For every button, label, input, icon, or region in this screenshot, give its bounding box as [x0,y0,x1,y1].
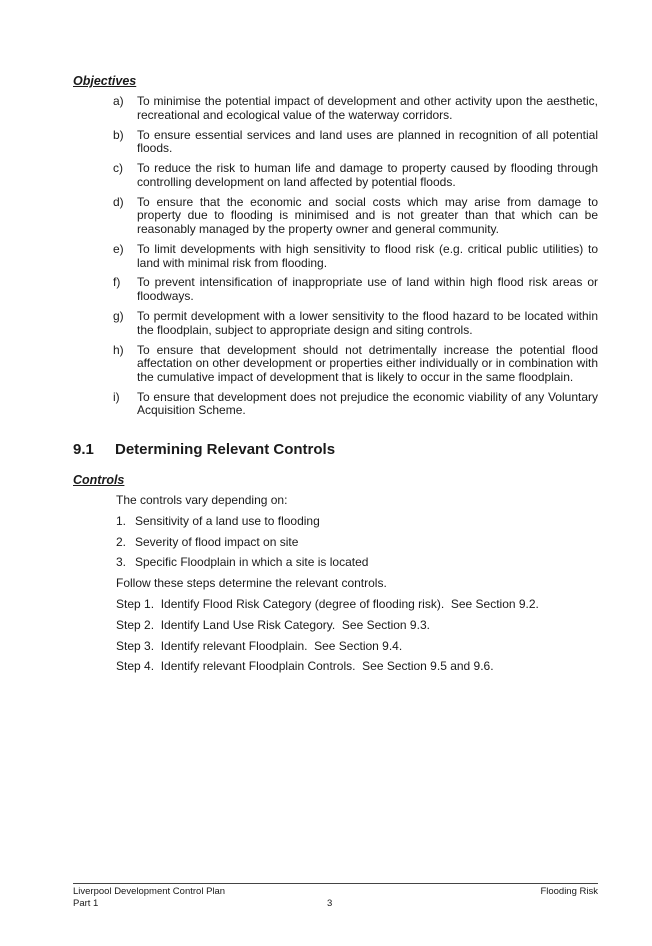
objective-text: To prevent intensification of inappropriate use of land within high flood risk areas or floodways. [137,275,598,304]
objective-text: To ensure essential services and land uses are planned in recognition of all potential floods. [137,127,598,156]
objective-text: To ensure that development should not detrimentally increase the potential flood affectation on other development or properties either individually or in combination with the cumulative impact of development that is likely to occur in the same floodplain. [137,342,598,384]
objective-text: To minimise the potential impact of development and other activity upon the aesthetic, recreational and ecological value of the waterway corridors. [137,94,598,122]
controls-body [116,493,596,680]
factor-text: Severity of flood impact on site [135,534,299,549]
objective-text: To permit development with a lower sensitivity to the flood hazard to be located within the floodplain, subject to appropriate design and siting controls. [137,309,598,337]
objective-item [113,310,598,337]
factor-number: 1. [116,513,127,528]
steps-intro: Follow these steps determine the relevant controls. [116,576,387,591]
controls-heading: Controls [73,473,125,487]
factor-item [116,555,596,576]
step-item: Step 1. Identify Flood Risk Category (degree of flooding risk). See Section 9.2. [116,596,539,611]
factor-number: 3. [116,555,127,570]
objective-item [113,129,598,156]
footer-document-title: Liverpool Development Control Plan [73,886,226,897]
objective-text: To ensure that the economic and social costs which may arise from damage to property due to flooding is minimised and is not greater than that which can be reasonably managed by the property owner and general community. [137,194,598,236]
objective-text: To ensure that development does not prejudice the economic viability of any Voluntary Acquisition Scheme. [137,389,598,418]
factor-item [116,535,596,556]
objective-letter: e) [113,241,124,256]
objective-text: To reduce the risk to human life and damage to property caused by flooding through controlling development on land affected by potential floods. [137,161,598,189]
objective-letter: c) [113,161,123,176]
footer-divider [73,883,598,884]
objective-item [113,95,598,122]
section-heading [73,441,335,458]
footer-page-number: 3 [327,898,333,909]
objective-item [113,344,598,385]
objectives-heading: Objectives [73,74,137,88]
objectives-list [113,95,598,424]
objective-letter: a) [113,94,124,108]
objective-letter: b) [113,127,124,142]
objective-letter: i) [113,389,120,404]
objective-letter: d) [113,194,124,209]
factor-item [116,514,596,535]
controls-intro: The controls vary depending on: [116,493,288,507]
objective-letter: g) [113,309,124,324]
objective-letter: f) [113,275,121,290]
factor-number: 2. [116,534,127,549]
footer-topic: Flooding Risk [540,886,598,897]
objective-item [113,196,598,237]
footer-part: Part 1 [73,898,99,909]
step-item: Step 3. Identify relevant Floodplain. See Section 9.4. [116,638,403,653]
step-item: Step 4. Identify relevant Floodplain Controls. See Section 9.5 and 9.6. [116,659,494,674]
objective-item [113,276,598,303]
objective-letter: h) [113,342,124,357]
objective-text: To limit developments with high sensitivity to flood risk (e.g. critical public utilities) to land with minimal risk from flooding. [137,241,598,270]
section-title: Determining Relevant Controls [115,441,336,458]
objective-item [113,243,598,270]
step-item: Step 2. Identify Land Use Risk Category. See Section 9.3. [116,617,430,632]
factor-text: Sensitivity of a land use to flooding [135,513,320,528]
factor-text: Specific Floodplain in which a site is located [135,555,369,570]
objective-item [113,162,598,189]
section-number: 9.1 [73,441,94,458]
objective-item [113,391,598,418]
